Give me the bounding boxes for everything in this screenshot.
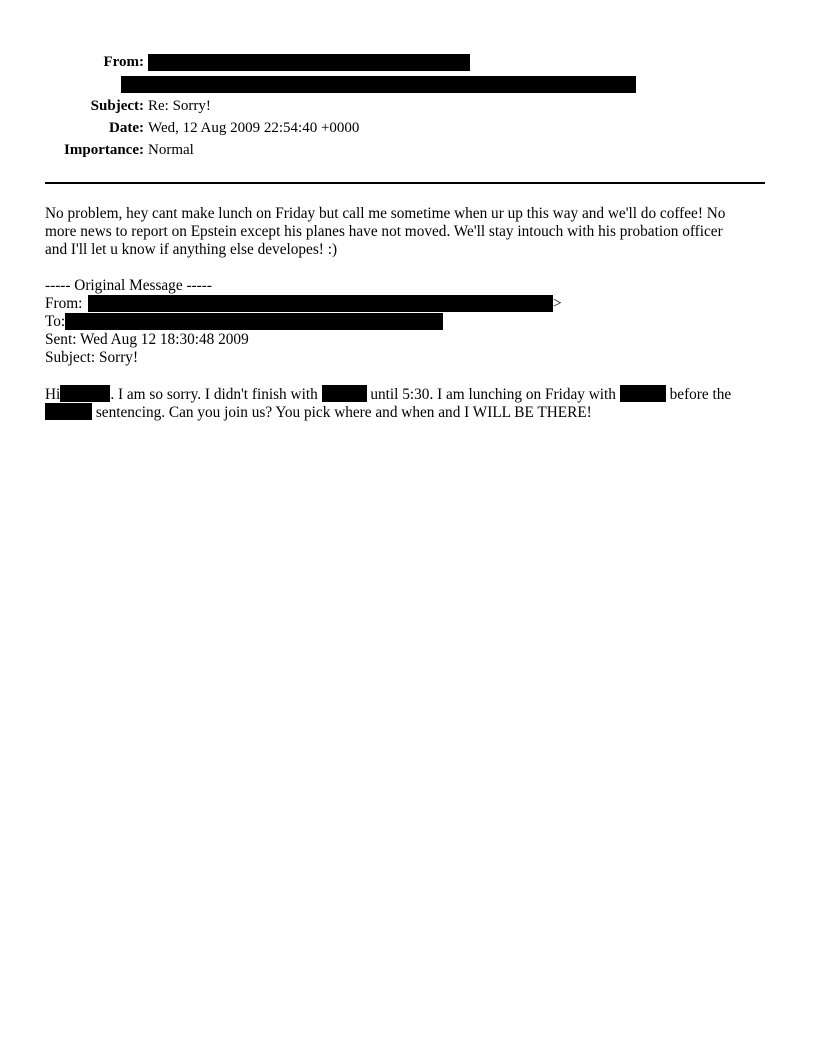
original-body-line-1 [45, 385, 731, 404]
original-body-line-2 [45, 403, 592, 422]
subject-label: Subject: [90, 98, 144, 114]
from-label: From: [103, 54, 144, 70]
original-to-label: To: [45, 313, 66, 330]
importance-value: Normal [148, 142, 194, 158]
original-body-part-d: before the [669, 386, 732, 403]
original-from-label: From: [45, 295, 83, 312]
original-body-part-a: Hi [45, 386, 61, 403]
original-subject: Subject: Sorry! [45, 349, 139, 366]
date-value: Wed, 12 Aug 2009 22:54:40 +0000 [148, 120, 360, 136]
redacted-name-3 [620, 385, 666, 402]
original-from-suffix: > [553, 295, 562, 312]
importance-label: Importance: [64, 142, 144, 158]
reply-line-2: more news to report on Epstein except his planes have not moved. We'll stay intouch with his probation officer [45, 223, 723, 240]
original-sent: Sent: Wed Aug 12 18:30:48 2009 [45, 331, 249, 348]
subject-value: Re: Sorry! [148, 98, 211, 114]
date-label: Date: [109, 120, 144, 136]
original-body-part-c: until 5:30. I am lunching on Friday with [370, 386, 616, 403]
redacted-original-from [88, 295, 553, 312]
original-body-part-b: . I am so sorry. I didn't finish with [110, 386, 318, 403]
redacted-name-2 [322, 385, 367, 402]
original-message-separator: ----- Original Message ----- [45, 277, 212, 294]
redacted-from-address [148, 54, 470, 71]
redacted-name-1 [60, 385, 110, 402]
header-divider [45, 182, 765, 184]
redacted-from-address-line2 [121, 76, 636, 93]
original-to-line [45, 313, 65, 331]
redacted-original-to [65, 313, 443, 330]
reply-line-3: and I'll let u know if anything else developes! :) [45, 241, 338, 258]
redacted-name-4 [45, 403, 92, 420]
original-body-part-e: sentencing. Can you join us? You pick where and when and I WILL BE THERE! [95, 404, 592, 421]
reply-line-1: No problem, hey cant make lunch on Friday but call me sometime when ur up this way and we'll do coffee! No [45, 205, 726, 222]
original-from-line [45, 295, 82, 313]
